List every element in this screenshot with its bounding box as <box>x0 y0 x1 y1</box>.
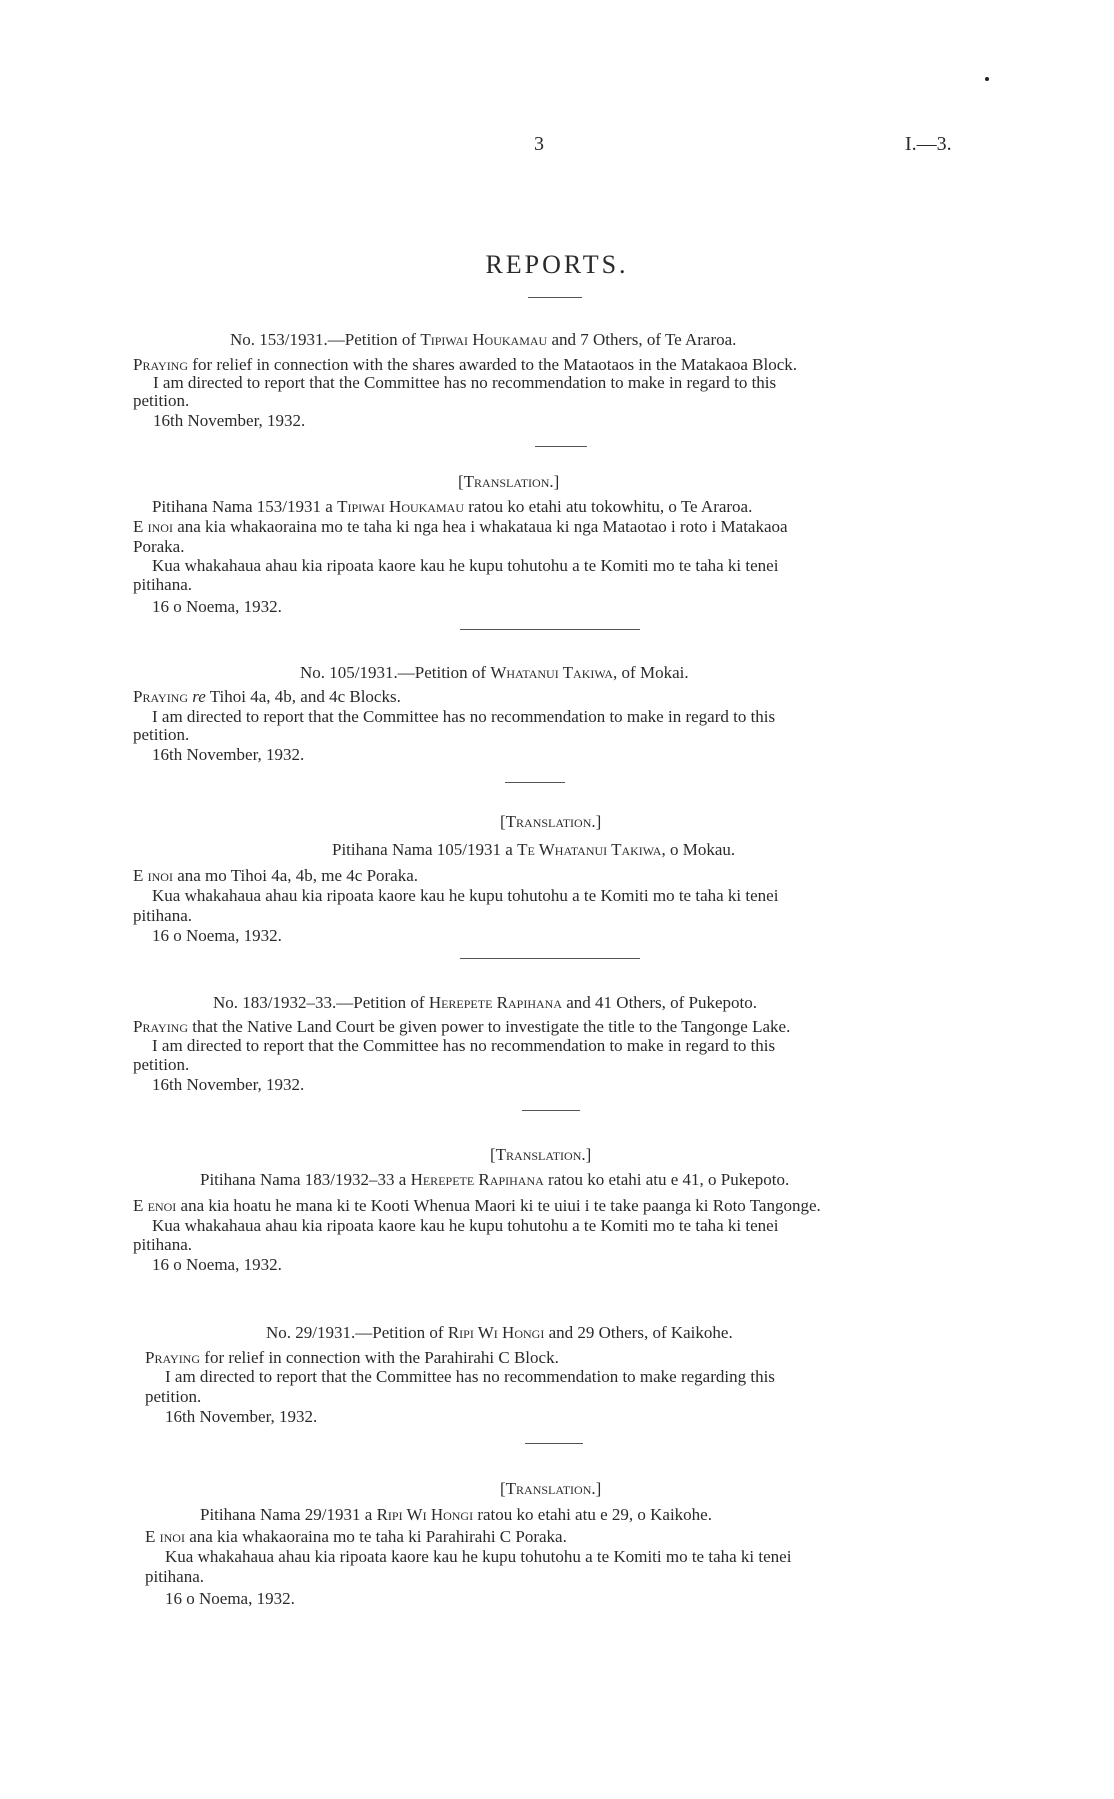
translation-line: E inoi ana mo Tihoi 4a, 4b, me 4c Poraka. <box>133 866 419 885</box>
praying-line: Praying that the Native Land Court be given power to investigate the title to the Tangonge Lake. <box>133 1017 791 1036</box>
translation-line: E inoi ana kia whakaoraina mo te taha ki nga hea i whakataua ki nga Mataotao i roto i Matakaoa <box>133 517 788 536</box>
petition-heading: No. 105/1931.—Petition of Whatanui Takiwa, of Mokai. <box>300 663 689 682</box>
ink-speck <box>985 77 989 81</box>
title-rule <box>528 297 582 298</box>
translation-line: E enoi ana kia hoatu he mana ki te Kooti Whenua Maori ki te uiui i te take paanga ki Roto Tangonge. <box>133 1196 821 1215</box>
report-date: 16th November, 1932. <box>165 1407 318 1426</box>
page-title: REPORTS. <box>485 250 629 279</box>
translation-label: [Translation.] <box>490 1145 592 1164</box>
report-date: 16th November, 1932. <box>152 745 305 764</box>
translation-line-cont: pitihana. <box>133 1235 193 1254</box>
report-line-cont: petition. <box>145 1387 202 1406</box>
praying-line: Praying for relief in connection with the Parahirahi C Block. <box>145 1348 559 1367</box>
translation-heading: Pitihana Nama 105/1931 a Te Whatanui Takiwa, o Mokau. <box>332 840 736 859</box>
translation-date: 16 o Noema, 1932. <box>152 597 282 616</box>
translation-line-cont: pitihana. <box>145 1567 205 1586</box>
petition-heading: No. 153/1931.—Petition of Tipiwai Houkamau and 7 Others, of Te Araroa. <box>230 330 737 349</box>
divider <box>505 782 565 783</box>
translation-heading: Pitihana Nama 183/1932–33 a Herepete Rapihana ratou ko etahi atu e 41, o Pukepoto. <box>200 1170 790 1189</box>
report-line: I am directed to report that the Committee has no recommendation to make in regard to this <box>153 373 777 392</box>
divider <box>522 1110 580 1111</box>
translation-label: [Translation.] <box>500 1479 602 1498</box>
translation-line-cont: Poraka. <box>133 537 185 556</box>
translation-date: 16 o Noema, 1932. <box>152 926 282 945</box>
report-line-cont: petition. <box>133 1055 190 1074</box>
report-line: I am directed to report that the Committee has no recommendation to make in regard to this <box>152 1036 776 1055</box>
praying-line: Praying re Tihoi 4a, 4b, and 4c Blocks. <box>133 687 401 706</box>
report-line-cont: petition. <box>133 391 190 410</box>
translation-date: 16 o Noema, 1932. <box>165 1589 295 1608</box>
petition-heading: No. 29/1931.—Petition of Ripi Wi Hongi and 29 Others, of Kaikohe. <box>266 1323 733 1342</box>
translation-line-cont: pitihana. <box>133 575 193 594</box>
translation-line: Kua whakahaua ahau kia ripoata kaore kau he kupu tohutohu a te Komiti mo te taha ki tenei <box>165 1547 792 1566</box>
divider <box>535 446 587 447</box>
report-line: I am directed to report that the Committee has no recommendation to make in regard to this <box>152 707 776 726</box>
document-reference: I.—3. <box>905 133 952 155</box>
report-date: 16th November, 1932. <box>152 1075 305 1094</box>
translation-line: Kua whakahaua ahau kia ripoata kaore kau he kupu tohutohu a te Komiti mo te taha ki tenei <box>152 556 779 575</box>
page-number: 3 <box>534 133 544 155</box>
praying-line: Praying for relief in connection with the shares awarded to the Mataotaos in the Matakaoa Block. <box>133 355 797 374</box>
translation-heading: Pitihana Nama 153/1931 a Tipiwai Houkamau ratou ko etahi atu tokowhitu, o Te Araroa. <box>152 497 753 516</box>
translation-date: 16 o Noema, 1932. <box>152 1255 282 1274</box>
translation-line: Kua whakahaua ahau kia ripoata kaore kau he kupu tohutohu a te Komiti mo te taha ki tenei <box>152 1216 779 1235</box>
divider <box>525 1443 583 1444</box>
translation-line: Kua whakahaua ahau kia ripoata kaore kau he kupu tohutohu a te Komiti mo te taha ki tenei <box>152 886 779 905</box>
report-date: 16th November, 1932. <box>153 411 306 430</box>
translation-heading: Pitihana Nama 29/1931 a Ripi Wi Hongi ratou ko etahi atu e 29, o Kaikohe. <box>200 1505 712 1524</box>
section-divider <box>460 958 640 959</box>
petition-heading: No. 183/1932–33.—Petition of Herepete Rapihana and 41 Others, of Pukepoto. <box>213 993 758 1012</box>
translation-line: E inoi ana kia whakaoraina mo te taha ki Parahirahi C Poraka. <box>145 1527 567 1546</box>
translation-line-cont: pitihana. <box>133 906 193 925</box>
translation-label: [Translation.] <box>500 812 602 831</box>
translation-label: [Translation.] <box>458 472 560 491</box>
section-divider <box>460 629 640 630</box>
report-line: I am directed to report that the Committee has no recommendation to make regarding this <box>165 1367 775 1386</box>
report-line-cont: petition. <box>133 725 190 744</box>
